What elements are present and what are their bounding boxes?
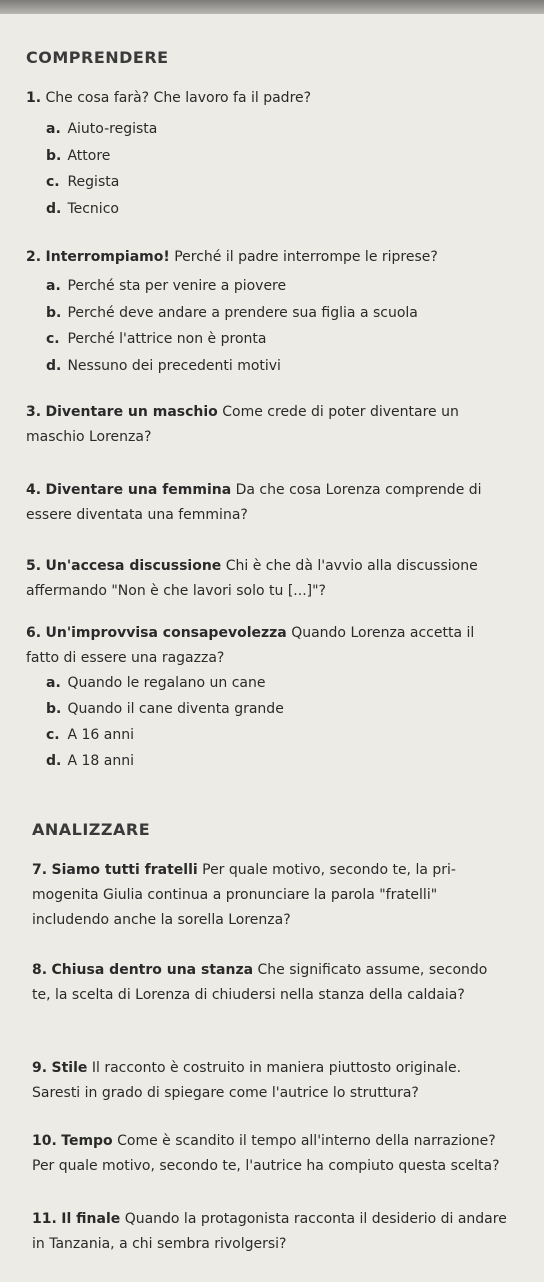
question-text: Come crede di poter diventare un maschio Lorenza? bbox=[26, 404, 459, 445]
question-2-options bbox=[46, 273, 418, 379]
question-11 bbox=[32, 1207, 512, 1257]
option-c: c. A 16 anni bbox=[46, 727, 134, 743]
option-d: d. Tecnico bbox=[46, 200, 119, 217]
option-d: d. A 18 anni bbox=[46, 753, 134, 769]
question-5 bbox=[26, 554, 506, 604]
question-number: 4. bbox=[26, 482, 42, 498]
question-text: Come è scandito il tempo all'interno della narrazione? Per quale motivo, secondo te, l'autrice ha compiuto questa scelta? bbox=[32, 1133, 500, 1174]
question-number: 2. bbox=[26, 249, 42, 265]
question-text: Il racconto è costruito in maniera piuttosto originale. Saresti in grado di spiegare come l'autrice lo struttura? bbox=[32, 1060, 462, 1101]
option-a: a. Aiuto-regista bbox=[46, 121, 158, 137]
question-number: 11. bbox=[32, 1211, 57, 1227]
section-title-analizzare: ANALIZZARE bbox=[32, 820, 151, 839]
option-d: d. Nessuno dei precedenti motivi bbox=[46, 357, 281, 374]
question-keyword: Un'improvvisa consapevolezza bbox=[45, 625, 287, 641]
option-b: b. Attore bbox=[46, 147, 111, 164]
question-7 bbox=[32, 858, 508, 933]
option-c: c. Regista bbox=[46, 174, 120, 190]
question-number: 7. bbox=[32, 862, 48, 878]
question-text: Da che cosa Lorenza comprende di essere diventata una femmina? bbox=[26, 482, 482, 523]
question-keyword: Chiusa dentro una stanza bbox=[51, 962, 254, 978]
question-keyword: Diventare una femmina bbox=[45, 482, 232, 498]
question-number: 9. bbox=[32, 1060, 48, 1076]
question-8 bbox=[32, 958, 508, 1008]
question-text: Per quale motivo, secondo te, la primogenita Giulia continua a pronunciare la parola "fratelli" includendo anche la sorella Lorenza? bbox=[32, 862, 456, 928]
section-title-comprendere: COMPRENDERE bbox=[26, 48, 169, 67]
question-number: 8. bbox=[32, 962, 48, 978]
question-2 bbox=[26, 245, 506, 270]
question-number: 3. bbox=[26, 404, 42, 420]
option-b: b. Perché deve andare a prendere sua figlia a scuola bbox=[46, 304, 418, 321]
question-keyword: Diventare un maschio bbox=[45, 404, 218, 420]
question-4 bbox=[26, 478, 506, 528]
question-keyword: Stile bbox=[51, 1060, 88, 1076]
question-1 bbox=[26, 86, 506, 111]
question-3 bbox=[26, 400, 506, 450]
question-text: Perché il padre interrompe le riprese? bbox=[174, 249, 438, 265]
option-c: c. Perché l'attrice non è pronta bbox=[46, 331, 267, 347]
question-6 bbox=[26, 621, 506, 671]
question-keyword: Il finale bbox=[61, 1211, 121, 1227]
option-a: a. Quando le regalano un cane bbox=[46, 675, 266, 691]
question-keyword: Tempo bbox=[61, 1133, 113, 1149]
option-b: b. Quando il cane diventa grande bbox=[46, 701, 284, 717]
question-6-options bbox=[46, 670, 284, 774]
question-keyword: Siamo tutti fratelli bbox=[51, 862, 198, 878]
question-number: 5. bbox=[26, 558, 42, 574]
question-text: Quando Lorenza accetta il fatto di essere una ragazza? bbox=[26, 625, 475, 666]
question-text: Chi è che dà l'avvio alla discussione affermando "Non è che lavori solo tu [...]"? bbox=[26, 558, 478, 599]
question-text: Quando la protagonista racconta il desiderio di andare in Tanzania, a chi sembra rivolgersi? bbox=[32, 1211, 507, 1252]
question-text: Che significato assume, secondo te, la scelta di Lorenza di chiudersi nella stanza della caldaia? bbox=[32, 962, 488, 1003]
question-1-options bbox=[46, 116, 157, 222]
question-number: 10. bbox=[32, 1133, 57, 1149]
question-keyword: Interrompiamo! bbox=[45, 249, 170, 265]
question-10 bbox=[32, 1129, 512, 1179]
question-keyword: Un'accesa discussione bbox=[45, 558, 222, 574]
question-number: 6. bbox=[26, 625, 42, 641]
question-number: 1. bbox=[26, 90, 42, 106]
question-text: Che cosa farà? Che lavoro fa il padre? bbox=[45, 90, 312, 106]
option-a: a. Perché sta per venire a piovere bbox=[46, 278, 287, 294]
question-9 bbox=[32, 1056, 512, 1106]
